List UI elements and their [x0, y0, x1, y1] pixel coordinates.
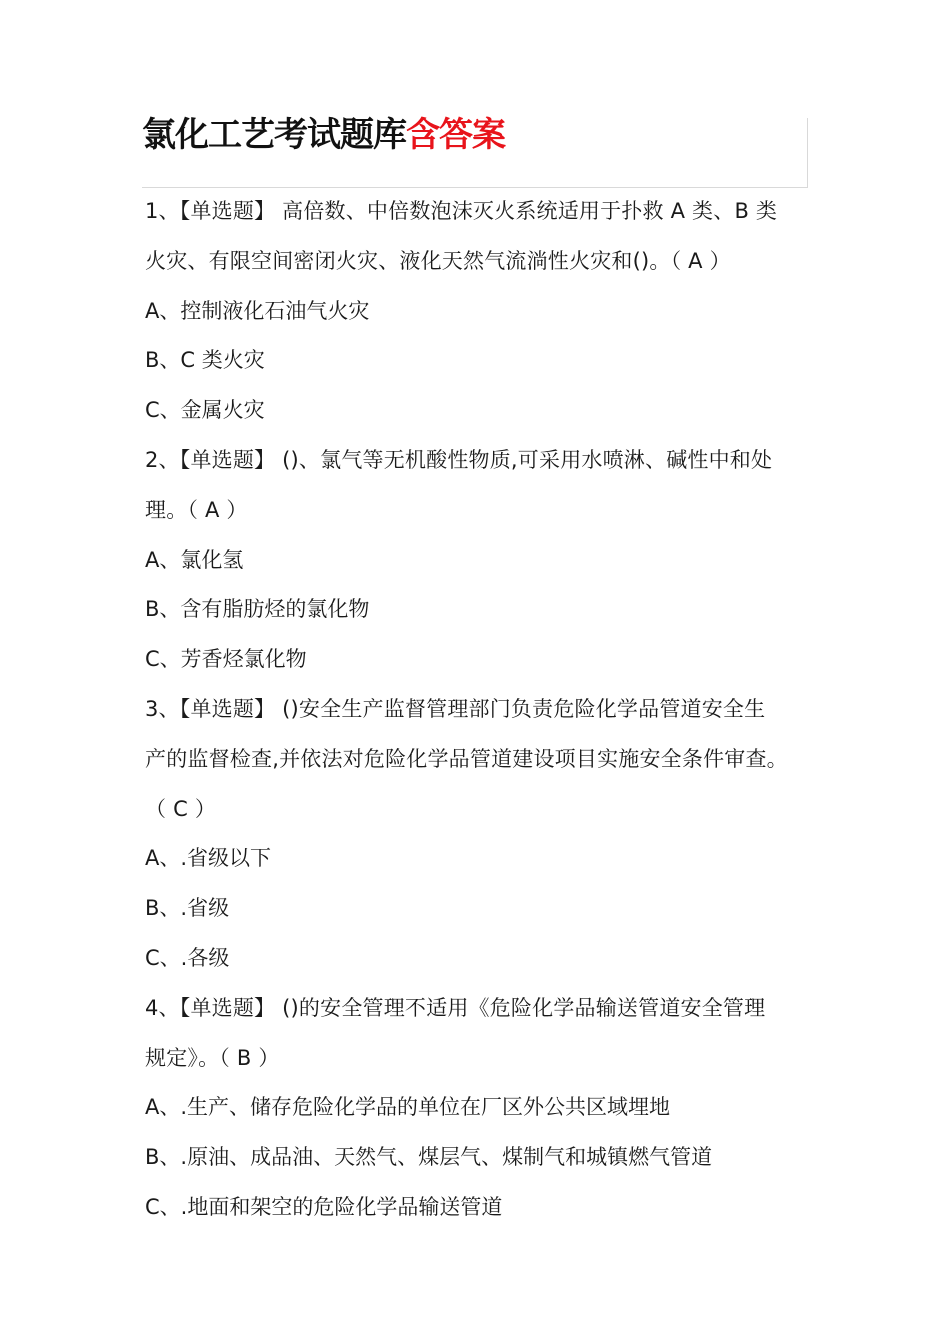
question-line: 规定》。（ B ）	[145, 1045, 280, 1070]
question-4	[145, 984, 825, 1233]
question-line: （ C ）	[145, 796, 217, 821]
question-3	[145, 685, 825, 984]
option-b: B、含有脂肪烃的氯化物	[145, 597, 370, 622]
question-line: 产的监督检查,并依法对危险化学品管道建设项目实施安全条件审查。	[145, 746, 788, 771]
option-a: A、.省级以下	[145, 846, 272, 871]
document-title	[142, 115, 505, 155]
option-a: A、.生产、储存危险化学品的单位在厂区外公共区域埋地	[145, 1095, 671, 1120]
question-line: 4、【单选题】 ()的安全管理不适用《危险化学品输送管道安全管理	[145, 995, 766, 1020]
option-c: C、芳香烃氯化物	[145, 647, 307, 672]
option-c: C、.地面和架空的危险化学品输送管道	[145, 1194, 503, 1219]
question-list	[145, 187, 825, 1233]
question-line: 3、【单选题】 ()安全生产监督管理部门负责危险化学品管道安全生	[145, 696, 766, 721]
question-line: 理。（ A ）	[145, 497, 248, 522]
title-main: 氯化工艺考试题库	[142, 115, 406, 155]
question-line: 火灾、有限空间密闭火灾、液化天然气流淌性火灾和()。（ A ）	[145, 248, 731, 273]
option-b: B、C 类火灾	[145, 348, 265, 373]
question-line: 2、【单选题】 ()、氯气等无机酸性物质,可采用水喷淋、碱性中和处	[145, 447, 773, 472]
title-accent: 含答案	[406, 115, 505, 155]
option-c: C、金属火灾	[145, 398, 265, 423]
option-a: A、控制液化石油气火灾	[145, 298, 370, 323]
option-b: B、.省级	[145, 896, 230, 921]
question-2	[145, 436, 825, 685]
option-a: A、氯化氢	[145, 547, 244, 572]
title-box	[142, 115, 808, 188]
option-b: B、.原油、成品油、天然气、煤层气、煤制气和城镇燃气管道	[145, 1145, 713, 1170]
option-c: C、.各级	[145, 945, 230, 970]
question-1	[145, 187, 825, 436]
question-line: 1、【单选题】 高倍数、中倍数泡沫灭火系统适用于扑救 A 类、B 类	[145, 199, 778, 223]
